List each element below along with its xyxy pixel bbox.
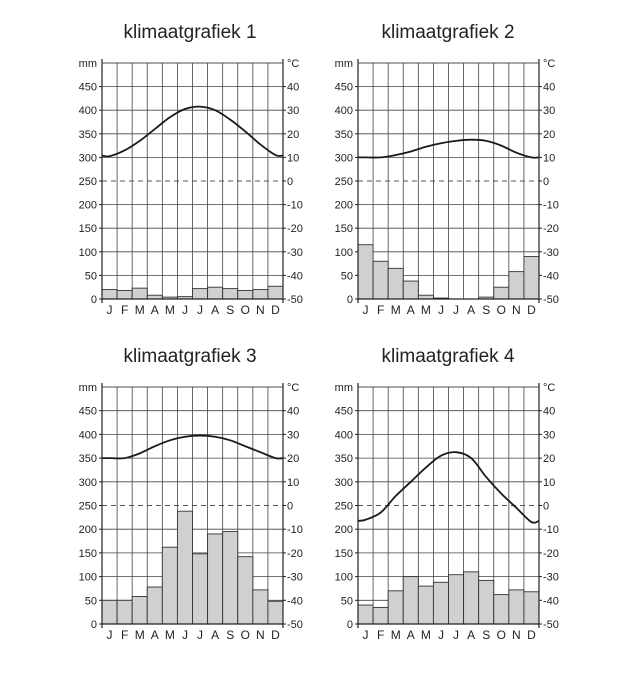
month-label: O xyxy=(240,303,250,317)
month-label: J xyxy=(106,628,113,642)
precip-bar xyxy=(253,290,268,299)
precip-tick-label: 100 xyxy=(334,571,353,584)
month-label: J xyxy=(181,628,188,642)
temp-tick-label: 20 xyxy=(543,453,556,466)
temp-tick-label: -20 xyxy=(287,547,303,560)
month-label: J xyxy=(197,303,204,317)
temp-tick-label: 0 xyxy=(543,176,550,188)
temp-tick-label: 40 xyxy=(287,81,300,94)
precip-tick-label: 350 xyxy=(78,453,97,466)
temp-tick-label: -50 xyxy=(543,619,559,631)
precip-bar xyxy=(358,605,373,624)
month-label: D xyxy=(271,628,280,642)
climate-chart-4 xyxy=(335,346,559,642)
precip-tick-label: 450 xyxy=(78,81,97,94)
precip-bar xyxy=(223,289,238,299)
precip-bar xyxy=(193,554,208,624)
temp-tick-label: 20 xyxy=(287,453,300,466)
precip-bar xyxy=(238,557,253,624)
temp-tick-label: -40 xyxy=(543,595,559,608)
month-label: J xyxy=(453,628,460,642)
precip-bar xyxy=(147,587,162,624)
temp-tick-label: 10 xyxy=(543,476,556,489)
temp-tick-label: -50 xyxy=(287,619,303,631)
month-label: J xyxy=(362,628,369,642)
precip-tick-label: 50 xyxy=(84,595,97,608)
chart-title: klimaatgrafiek 1 xyxy=(123,22,257,43)
precip-tick-label: 250 xyxy=(334,176,353,188)
month-label: S xyxy=(482,628,491,642)
month-label: M xyxy=(420,628,431,642)
precip-tick-label: 350 xyxy=(78,128,97,141)
climate-chart-2 xyxy=(335,22,559,317)
precip-bar xyxy=(388,591,403,624)
month-label: O xyxy=(496,303,506,317)
month-label: S xyxy=(226,303,235,317)
precip-bar xyxy=(403,577,418,624)
precip-tick-label: 150 xyxy=(334,547,353,560)
month-label: F xyxy=(120,628,129,642)
temp-unit-label: °C xyxy=(543,58,556,70)
precip-bar xyxy=(268,286,283,299)
precip-tick-label: 50 xyxy=(340,270,353,283)
temp-tick-label: -50 xyxy=(543,294,559,306)
month-label: J xyxy=(437,303,444,317)
temp-tick-label: -30 xyxy=(287,246,303,259)
precip-tick-label: 0 xyxy=(346,619,353,631)
precip-bar xyxy=(102,600,117,624)
month-label: O xyxy=(496,628,506,642)
temp-tick-label: 30 xyxy=(287,429,300,442)
temp-tick-label: -40 xyxy=(287,595,303,608)
precip-bar xyxy=(403,281,418,299)
precip-bar xyxy=(509,590,524,624)
temp-tick-label: -10 xyxy=(543,524,559,537)
precip-tick-label: 200 xyxy=(78,524,97,537)
month-label: J xyxy=(181,303,188,317)
precip-tick-label: 150 xyxy=(78,547,97,560)
precip-bar xyxy=(373,607,388,624)
temp-tick-label: 40 xyxy=(287,405,300,418)
temp-tick-label: 30 xyxy=(543,429,556,442)
climate-chart-3 xyxy=(79,346,303,642)
precip-bar xyxy=(102,290,117,299)
temp-tick-label: -50 xyxy=(287,294,303,306)
precip-bar xyxy=(418,586,433,624)
precip-tick-label: 450 xyxy=(334,405,353,418)
precip-bar xyxy=(494,595,509,624)
month-label: F xyxy=(120,303,129,317)
chart-title: klimaatgrafiek 4 xyxy=(381,346,515,367)
temp-tick-label: 20 xyxy=(287,128,300,141)
precip-bar xyxy=(132,597,147,624)
precip-tick-label: 250 xyxy=(334,500,353,513)
precip-bar xyxy=(177,511,192,624)
precip-bar xyxy=(433,582,448,624)
precip-bar xyxy=(253,590,268,624)
precip-tick-label: 400 xyxy=(334,105,353,118)
chart-title: klimaatgrafiek 2 xyxy=(381,22,515,43)
month-label: J xyxy=(362,303,369,317)
precip-bar xyxy=(479,580,494,624)
month-label: J xyxy=(453,303,460,317)
precip-bar xyxy=(358,245,373,299)
precip-tick-label: 50 xyxy=(340,595,353,608)
precip-unit-label: mm xyxy=(334,58,353,70)
month-label: N xyxy=(512,303,521,317)
precip-bar xyxy=(524,592,539,624)
month-label: A xyxy=(211,628,220,642)
precip-tick-label: 400 xyxy=(78,105,97,118)
month-label: A xyxy=(467,303,476,317)
month-label: J xyxy=(437,628,444,642)
precip-bar xyxy=(117,600,132,624)
precip-bar xyxy=(449,575,464,624)
precip-bar xyxy=(132,288,147,299)
precip-bar xyxy=(117,291,132,299)
precip-bar xyxy=(464,572,479,624)
month-label: S xyxy=(482,303,491,317)
precip-tick-label: 350 xyxy=(334,128,353,141)
month-label: M xyxy=(164,628,175,642)
temp-tick-label: -30 xyxy=(287,571,303,584)
precip-tick-label: 200 xyxy=(334,524,353,537)
month-label: F xyxy=(376,628,385,642)
precip-tick-label: 100 xyxy=(78,571,97,584)
climate-chart-1 xyxy=(79,22,303,317)
precip-tick-label: 400 xyxy=(78,429,97,442)
precip-tick-label: 150 xyxy=(334,223,353,236)
precip-tick-label: 100 xyxy=(334,246,353,259)
precip-tick-label: 400 xyxy=(334,429,353,442)
precip-bar xyxy=(223,532,238,624)
precip-tick-label: 300 xyxy=(78,152,97,165)
month-label: M xyxy=(164,303,175,317)
precip-tick-label: 300 xyxy=(334,152,353,165)
month-label: A xyxy=(150,628,159,642)
month-label: A xyxy=(467,628,476,642)
month-label: M xyxy=(390,303,401,317)
temp-tick-label: 10 xyxy=(287,476,300,489)
month-label: J xyxy=(197,628,204,642)
precip-tick-label: 450 xyxy=(78,405,97,418)
month-label: O xyxy=(240,628,250,642)
precip-unit-label: mm xyxy=(78,382,97,394)
temp-tick-label: -10 xyxy=(287,199,303,212)
precip-bar xyxy=(208,287,223,299)
temp-tick-label: -40 xyxy=(287,270,303,283)
month-label: A xyxy=(406,303,415,317)
precip-tick-label: 0 xyxy=(90,619,97,631)
month-label: N xyxy=(256,628,265,642)
temp-tick-label: 40 xyxy=(543,405,556,418)
month-label: M xyxy=(390,628,401,642)
temp-unit-label: °C xyxy=(543,382,556,394)
month-label: D xyxy=(527,628,536,642)
precip-tick-label: 450 xyxy=(334,81,353,94)
temp-tick-label: -10 xyxy=(287,524,303,537)
precip-bar xyxy=(509,272,524,299)
precip-tick-label: 300 xyxy=(78,476,97,489)
temp-tick-label: -20 xyxy=(543,223,559,236)
precip-tick-label: 300 xyxy=(334,476,353,489)
precip-unit-label: mm xyxy=(334,382,353,394)
temp-tick-label: 10 xyxy=(543,152,556,165)
month-label: M xyxy=(134,628,145,642)
temp-tick-label: 10 xyxy=(287,152,300,165)
precip-bar xyxy=(494,287,509,299)
month-label: N xyxy=(512,628,521,642)
month-label: S xyxy=(226,628,235,642)
precip-bar xyxy=(193,289,208,299)
precip-tick-label: 250 xyxy=(78,176,97,188)
month-label: D xyxy=(271,303,280,317)
temp-tick-label: 0 xyxy=(543,500,550,513)
precip-bar xyxy=(373,261,388,299)
month-label: A xyxy=(406,628,415,642)
temp-tick-label: 20 xyxy=(543,128,556,141)
precip-bar xyxy=(162,547,177,624)
temp-tick-label: -30 xyxy=(543,571,559,584)
temp-tick-label: 40 xyxy=(543,81,556,94)
month-label: M xyxy=(420,303,431,317)
month-label: F xyxy=(376,303,385,317)
month-label: A xyxy=(211,303,220,317)
temp-tick-label: -10 xyxy=(543,199,559,212)
precip-tick-label: 0 xyxy=(346,294,353,306)
month-label: J xyxy=(106,303,113,317)
precip-tick-label: 50 xyxy=(84,270,97,283)
month-label: A xyxy=(150,303,159,317)
precip-bar xyxy=(238,291,253,299)
precip-bar xyxy=(524,257,539,299)
temp-tick-label: 30 xyxy=(287,105,300,118)
temp-unit-label: °C xyxy=(287,58,300,70)
temp-tick-label: 30 xyxy=(543,105,556,118)
precip-bar xyxy=(388,268,403,299)
precip-bar xyxy=(268,601,283,624)
month-label: D xyxy=(527,303,536,317)
temp-tick-label: -20 xyxy=(543,547,559,560)
chart-title: klimaatgrafiek 3 xyxy=(123,346,257,367)
precip-tick-label: 250 xyxy=(78,500,97,513)
precip-unit-label: mm xyxy=(78,58,97,70)
precip-tick-label: 100 xyxy=(78,246,97,259)
precip-tick-label: 150 xyxy=(78,223,97,236)
precip-tick-label: 0 xyxy=(90,294,97,306)
temp-unit-label: °C xyxy=(287,382,300,394)
month-label: N xyxy=(256,303,265,317)
temp-tick-label: -30 xyxy=(543,246,559,259)
temp-tick-label: 0 xyxy=(287,500,294,513)
temp-tick-label: -40 xyxy=(543,270,559,283)
month-label: M xyxy=(134,303,145,317)
precip-tick-label: 200 xyxy=(78,199,97,212)
temp-tick-label: 0 xyxy=(287,176,294,188)
precip-tick-label: 350 xyxy=(334,453,353,466)
temp-tick-label: -20 xyxy=(287,223,303,236)
precip-tick-label: 200 xyxy=(334,199,353,212)
precip-bar xyxy=(208,534,223,624)
